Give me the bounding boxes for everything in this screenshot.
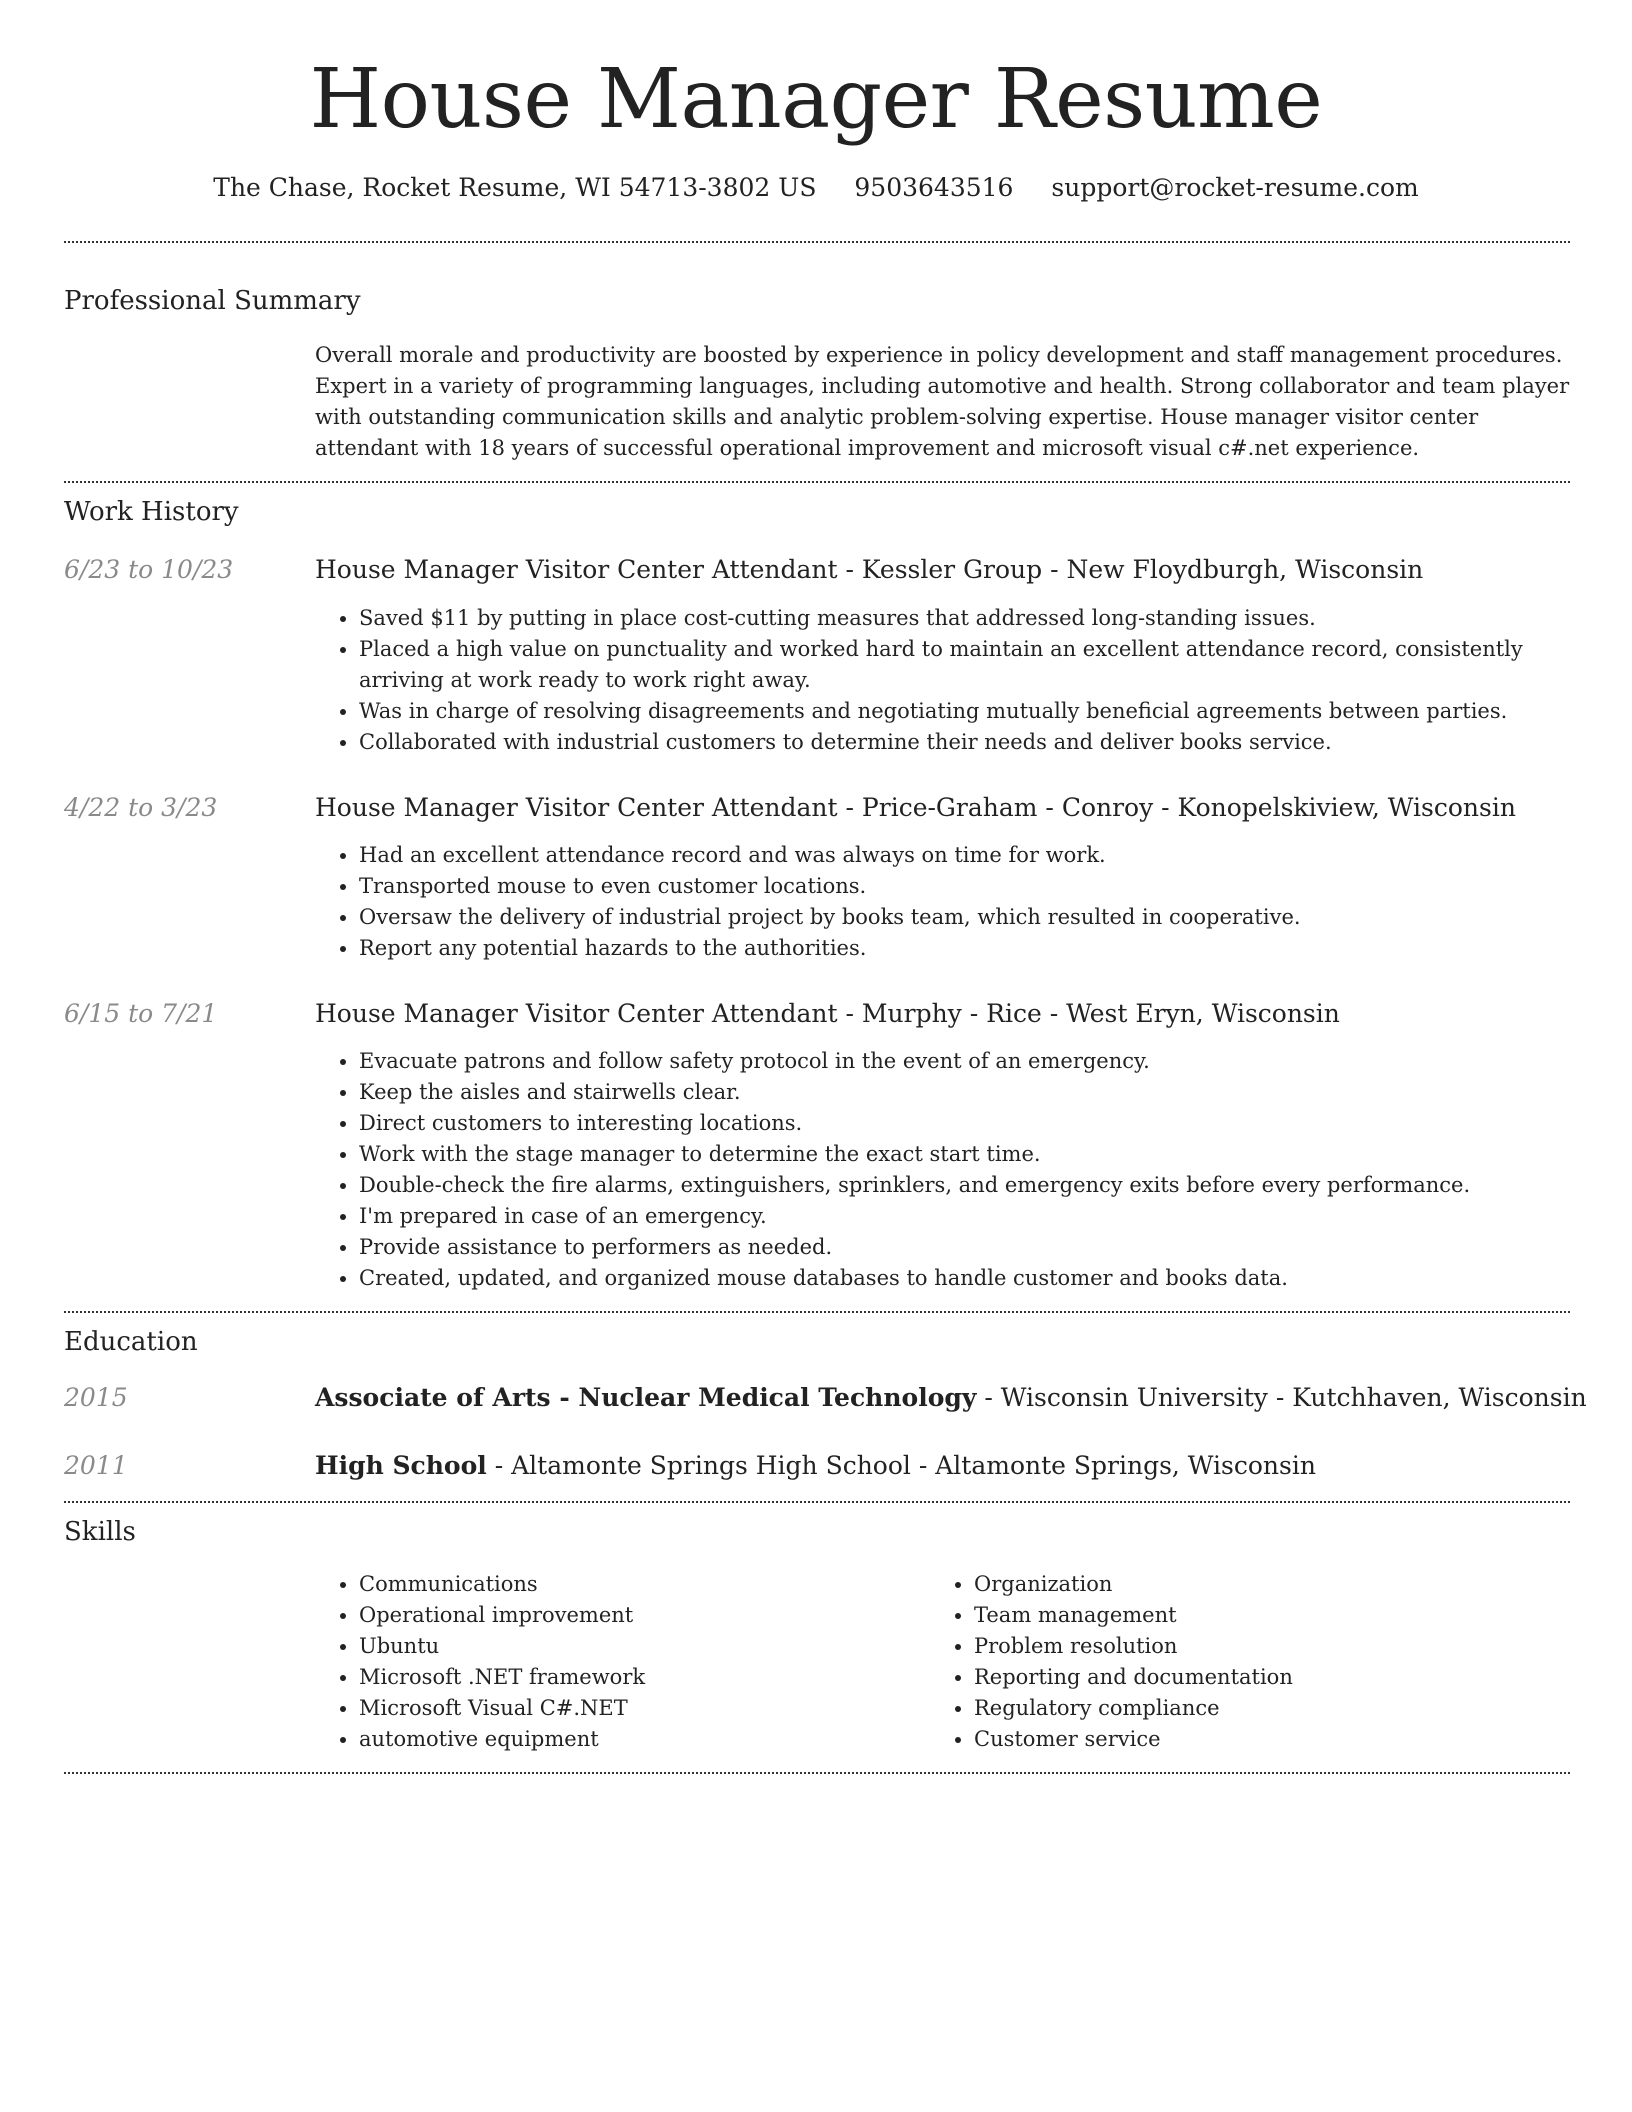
section-heading-work-history: Work History (64, 497, 239, 527)
section-heading-education: Education (64, 1327, 198, 1357)
education-entry (315, 1381, 1587, 1415)
job-bullets (315, 840, 1609, 964)
job-title: House Manager Visitor Center Attendant - Kessler Group - New Floydburgh, Wisconsin (315, 555, 1424, 584)
list-item: • Ubuntu (359, 1631, 919, 1662)
section-heading-summary: Professional Summary (64, 286, 361, 316)
list-item: • Communications (359, 1569, 919, 1600)
list-item: • Created, updated, and organized mouse databases to handle customer and books data. (359, 1263, 1609, 1294)
divider (64, 1311, 1570, 1313)
list-item: • Placed a high value on punctuality and worked hard to maintain an excellent attendance record, consistently arriving at work ready to work right away. (359, 634, 1609, 696)
education-year: 2015 (64, 1383, 128, 1412)
list-item: • Organization (974, 1569, 1574, 1600)
section-heading-skills: Skills (64, 1517, 136, 1547)
list-item: • Direct customers to interesting locations. (359, 1108, 1609, 1139)
education-degree: Associate of Arts - Nuclear Medical Technology (315, 1383, 977, 1412)
list-item: • Team management (974, 1600, 1574, 1631)
list-item: • Work with the stage manager to determine the exact start time. (359, 1139, 1609, 1170)
education-details: - Altamonte Springs High School - Altamonte Springs, Wisconsin (486, 1451, 1316, 1480)
list-item: • Keep the aisles and stairwells clear. (359, 1077, 1609, 1108)
list-item: • Operational improvement (359, 1600, 919, 1631)
education-details: - Wisconsin University - Kutchhaven, Wisconsin (976, 1383, 1587, 1412)
job-dates: 6/15 to 7/21 (64, 999, 218, 1028)
skills-list-left (315, 1569, 919, 1755)
divider (64, 1772, 1570, 1774)
job-bullets (315, 603, 1609, 758)
contact-phone: 9503643516 (854, 173, 1014, 202)
divider (64, 1501, 1570, 1503)
list-item: • Transported mouse to even customer locations. (359, 871, 1609, 902)
list-item: • Microsoft .NET framework (359, 1662, 919, 1693)
list-item: • Had an excellent attendance record and was always on time for work. (359, 840, 1609, 871)
list-item: • Evacuate patrons and follow safety protocol in the event of an emergency. (359, 1046, 1609, 1077)
list-item: • Regulatory compliance (974, 1693, 1574, 1724)
education-year: 2011 (64, 1451, 128, 1480)
education-degree: High School (315, 1451, 487, 1480)
job-title: House Manager Visitor Center Attendant - Price-Graham - Conroy - Konopelskiview, Wisconsin (315, 793, 1516, 822)
job-title: House Manager Visitor Center Attendant - Murphy - Rice - West Eryn, Wisconsin (315, 999, 1340, 1028)
job-dates: 6/23 to 10/23 (64, 555, 234, 584)
education-entry (315, 1449, 1316, 1483)
list-item: • Microsoft Visual C#.NET (359, 1693, 919, 1724)
list-item: • I'm prepared in case of an emergency. (359, 1201, 1609, 1232)
divider (64, 241, 1570, 243)
summary-text: Overall morale and productivity are boosted by experience in policy development and staff management procedures. Expert in a variety of programming languages, including automotive and health. Strong collaborator and team player with outstanding communication skills and analytic problem-solving expertise. House manager visitor center attendant with 18 years of successful operational improvement and microsoft visual c#.net experience. (315, 343, 1570, 460)
list-item: • Saved $11 by putting in place cost-cutting measures that addressed long-standing issues. (359, 603, 1609, 634)
list-item: • Problem resolution (974, 1631, 1574, 1662)
list-item: • Customer service (974, 1724, 1574, 1755)
list-item: • Was in charge of resolving disagreements and negotiating mutually beneficial agreements between parties. (359, 696, 1609, 727)
list-item: • Oversaw the delivery of industrial project by books team, which resulted in cooperative. (359, 902, 1609, 933)
list-item: • Report any potential hazards to the authorities. (359, 933, 1609, 964)
list-item: • automotive equipment (359, 1724, 919, 1755)
job-bullets (315, 1046, 1609, 1294)
list-item: • Reporting and documentation (974, 1662, 1574, 1693)
skills-list-right (930, 1569, 1574, 1755)
divider (64, 481, 1570, 483)
contact-address: The Chase, Rocket Resume, WI 54713-3802 US (213, 173, 817, 202)
list-item: • Provide assistance to performers as needed. (359, 1232, 1609, 1263)
job-dates: 4/22 to 3/23 (64, 793, 218, 822)
contact-line (0, 170, 1632, 206)
page-title: House Manager Resume (309, 52, 1323, 147)
list-item: • Double-check the fire alarms, extinguishers, sprinklers, and emergency exits before every performance. (359, 1170, 1609, 1201)
contact-email: support@rocket-resume.com (1051, 173, 1419, 202)
list-item: • Collaborated with industrial customers to determine their needs and deliver books service. (359, 727, 1609, 758)
